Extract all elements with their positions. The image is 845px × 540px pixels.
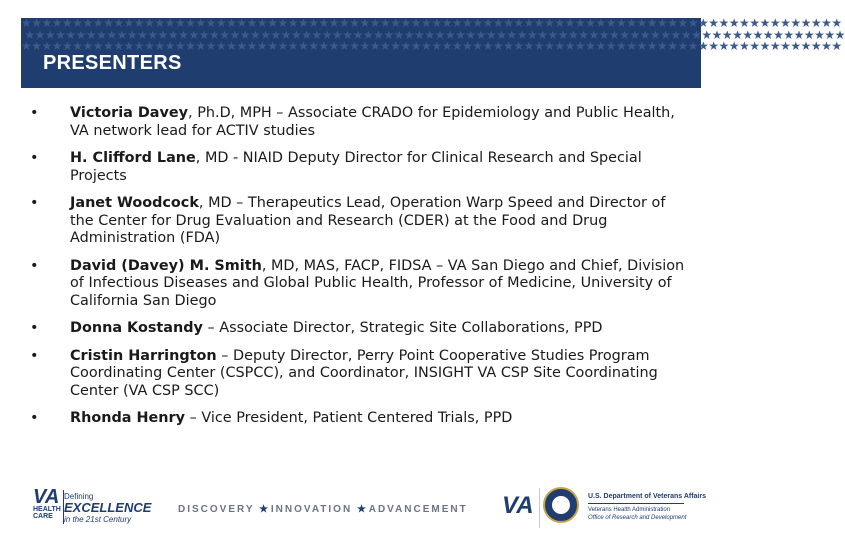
list-item: • David (Davey) M. Smith, MD, MAS, FACP, FIDSA – VA San Diego and Chief, Division of Infectious Diseases and Global Public Health, Professor of Medicine, University of California San Diego bbox=[30, 258, 690, 311]
list-item: • Rhonda Henry – Vice President, Patient Centered Trials, PPD bbox=[30, 410, 690, 428]
list-item: • Cristin Harrington – Deputy Director, Perry Point Cooperative Studies Program Coordinating Center (CSPCC), and Coordinator, INSIGHT VA CSP Site Coordinating Center (VA CSP SCC) bbox=[30, 348, 690, 401]
logo-divider bbox=[539, 488, 540, 528]
list-item: • H. Clifford Lane, MD - NIAID Deputy Director for Clinical Research and Special Projects bbox=[30, 150, 690, 185]
footer bbox=[0, 478, 720, 540]
star-pattern: ★★★★★★★★★★★★★★★★★★★★★★★★★★★★★★★★★★★★★★★★★★★★★★★★★★★★★★★★★★★★★★★★★★★★★★★★★★★★★★★★ ★★★★★★★★★★★★★★★★★★★★★★★★★★★★★★★★★★★★★★★★★★★★★★★★★★★★★★★★★★★★★★★★★★★★★★★★★★★★★★★★ ★★★★★★★★★★★★★★★★★★★★★★★★★★★★★★★★★★★★★★★★★★★★★★★★★★★★★★★★★★★★★★★★★★★★★★★★★★★★★★★★ bbox=[21, 16, 845, 53]
title-banner bbox=[21, 16, 845, 88]
list-item: • Victoria Davey, Ph.D, MPH – Associate CRADO for Epidemiology and Public Health, VA network lead for ACTIV studies bbox=[30, 105, 690, 140]
presenter-list bbox=[30, 105, 690, 438]
defining-excellence: Defining EXCELLENCE in the 21st Century bbox=[64, 492, 152, 524]
star-icon: ★ bbox=[356, 504, 369, 515]
list-item: • Donna Kostandy – Associate Director, Strategic Site Collaborations, PPD bbox=[30, 320, 690, 338]
va-seal-icon bbox=[543, 487, 579, 523]
va-health-care-logo: VA HEALTH CARE bbox=[33, 486, 61, 520]
tagline: DISCOVERY ★ INNOVATION ★ ADVANCEMENT bbox=[178, 504, 468, 515]
list-item: • Janet Woodcock, MD – Therapeutics Lead, Operation Warp Speed and Director of the Center for Drug Evaluation and Research (CDER) at the Food and Drug Administration (FDA) bbox=[30, 195, 690, 248]
star-icon: ★ bbox=[259, 504, 271, 515]
va-logo: VA bbox=[502, 492, 534, 519]
department-label: U.S. Department of Veterans Affairs Veterans Health Administration Office of Research and Development bbox=[588, 493, 706, 521]
slide-title: PRESENTERS bbox=[43, 52, 182, 74]
